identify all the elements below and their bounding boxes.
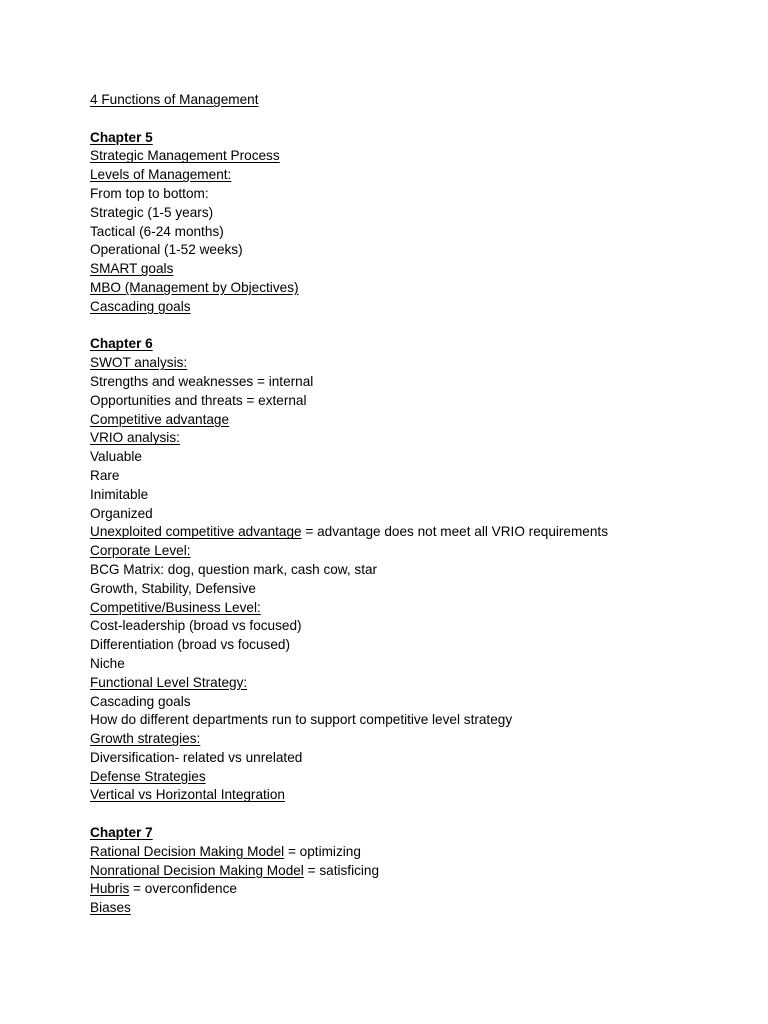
note-text: From top to bottom: bbox=[90, 185, 209, 201]
chapter-5-heading-line bbox=[90, 129, 740, 148]
note-text: Competitive advantage bbox=[90, 411, 230, 427]
note-text: Strengths and weaknesses = internal bbox=[90, 373, 314, 389]
note-text: VRIO analysis: bbox=[90, 430, 180, 446]
note-line bbox=[90, 711, 740, 730]
note-line bbox=[90, 392, 740, 411]
chapter-5-heading: Chapter 5 bbox=[90, 129, 153, 145]
note-line bbox=[90, 862, 740, 881]
chapter-7-heading-line bbox=[90, 824, 740, 843]
note-line bbox=[90, 749, 740, 768]
note-text: MBO (Management by Objectives) bbox=[90, 279, 299, 295]
note-line bbox=[90, 486, 740, 505]
note-line bbox=[90, 429, 740, 448]
note-term: Nonrational Decision Making Model bbox=[90, 862, 304, 878]
note-definition: = advantage does not meet all VRIO requirements bbox=[301, 524, 609, 540]
document-title-line bbox=[90, 91, 740, 110]
chapter-7-heading: Chapter 7 bbox=[90, 825, 153, 841]
note-line bbox=[90, 505, 740, 524]
note-text: Growth strategies: bbox=[90, 731, 201, 747]
note-line bbox=[90, 674, 740, 693]
note-text: Strategic Management Process bbox=[90, 148, 280, 164]
note-text: SWOT analysis: bbox=[90, 355, 188, 371]
note-text: Corporate Level: bbox=[90, 543, 191, 559]
note-line bbox=[90, 786, 740, 805]
chapter-6-heading-line bbox=[90, 335, 740, 354]
note-text: Strategic (1-5 years) bbox=[90, 204, 214, 220]
note-line bbox=[90, 260, 740, 279]
note-text: Organized bbox=[90, 505, 153, 521]
note-text: BCG Matrix: dog, question mark, cash cow, star bbox=[90, 561, 378, 577]
note-text: Biases bbox=[90, 900, 131, 916]
note-line bbox=[90, 166, 740, 185]
note-line bbox=[90, 899, 740, 918]
note-line bbox=[90, 467, 740, 486]
note-definition: = satisficing bbox=[303, 862, 380, 878]
note-text: Tactical (6-24 months) bbox=[90, 223, 224, 239]
note-line bbox=[90, 411, 740, 430]
note-term: Hubris bbox=[90, 881, 130, 897]
note-line bbox=[90, 655, 740, 674]
chapter-6-heading: Chapter 6 bbox=[90, 336, 153, 352]
note-definition: = optimizing bbox=[284, 843, 361, 859]
note-text: Cascading goals bbox=[90, 693, 191, 709]
note-line bbox=[90, 843, 740, 862]
note-line bbox=[90, 204, 740, 223]
note-definition: = overconfidence bbox=[129, 881, 237, 897]
note-line bbox=[90, 768, 740, 787]
note-line bbox=[90, 523, 740, 542]
document-page bbox=[90, 91, 740, 918]
note-text: Cascading goals bbox=[90, 298, 191, 314]
spacer bbox=[90, 805, 740, 824]
note-text: Rare bbox=[90, 467, 120, 483]
note-text: Growth, Stability, Defensive bbox=[90, 580, 256, 596]
note-line bbox=[90, 880, 740, 899]
note-line bbox=[90, 147, 740, 166]
note-text: Competitive/Business Level: bbox=[90, 599, 261, 615]
note-text: Diversification- related vs unrelated bbox=[90, 749, 303, 765]
note-line bbox=[90, 561, 740, 580]
note-line bbox=[90, 185, 740, 204]
note-line bbox=[90, 279, 740, 298]
note-line bbox=[90, 693, 740, 712]
note-line bbox=[90, 599, 740, 618]
note-text: Operational (1-52 weeks) bbox=[90, 242, 243, 258]
note-line bbox=[90, 298, 740, 317]
note-text: Valuable bbox=[90, 449, 142, 465]
note-text: Vertical vs Horizontal Integration bbox=[90, 787, 285, 803]
note-text: Niche bbox=[90, 655, 125, 671]
note-line bbox=[90, 730, 740, 749]
note-text: How do different departments run to support competitive level strategy bbox=[90, 712, 513, 728]
note-line bbox=[90, 241, 740, 260]
document-title: 4 Functions of Management bbox=[90, 92, 259, 107]
note-text: Differentiation (broad vs focused) bbox=[90, 637, 290, 653]
spacer bbox=[90, 110, 740, 129]
note-text: Opportunities and threats = external bbox=[90, 392, 307, 408]
note-text: Functional Level Strategy: bbox=[90, 674, 248, 690]
note-line bbox=[90, 448, 740, 467]
note-text: Inimitable bbox=[90, 486, 149, 502]
note-line bbox=[90, 636, 740, 655]
note-line bbox=[90, 373, 740, 392]
spacer bbox=[90, 317, 740, 336]
note-text: Cost-leadership (broad vs focused) bbox=[90, 618, 302, 634]
note-line bbox=[90, 354, 740, 373]
note-line bbox=[90, 617, 740, 636]
note-text: SMART goals bbox=[90, 261, 174, 277]
note-term: Rational Decision Making Model bbox=[90, 843, 285, 859]
note-line bbox=[90, 580, 740, 599]
note-term: Unexploited competitive advantage bbox=[90, 524, 302, 540]
note-text: Levels of Management: bbox=[90, 167, 232, 183]
note-text: Defense Strategies bbox=[90, 768, 206, 784]
note-line bbox=[90, 223, 740, 242]
note-line bbox=[90, 542, 740, 561]
